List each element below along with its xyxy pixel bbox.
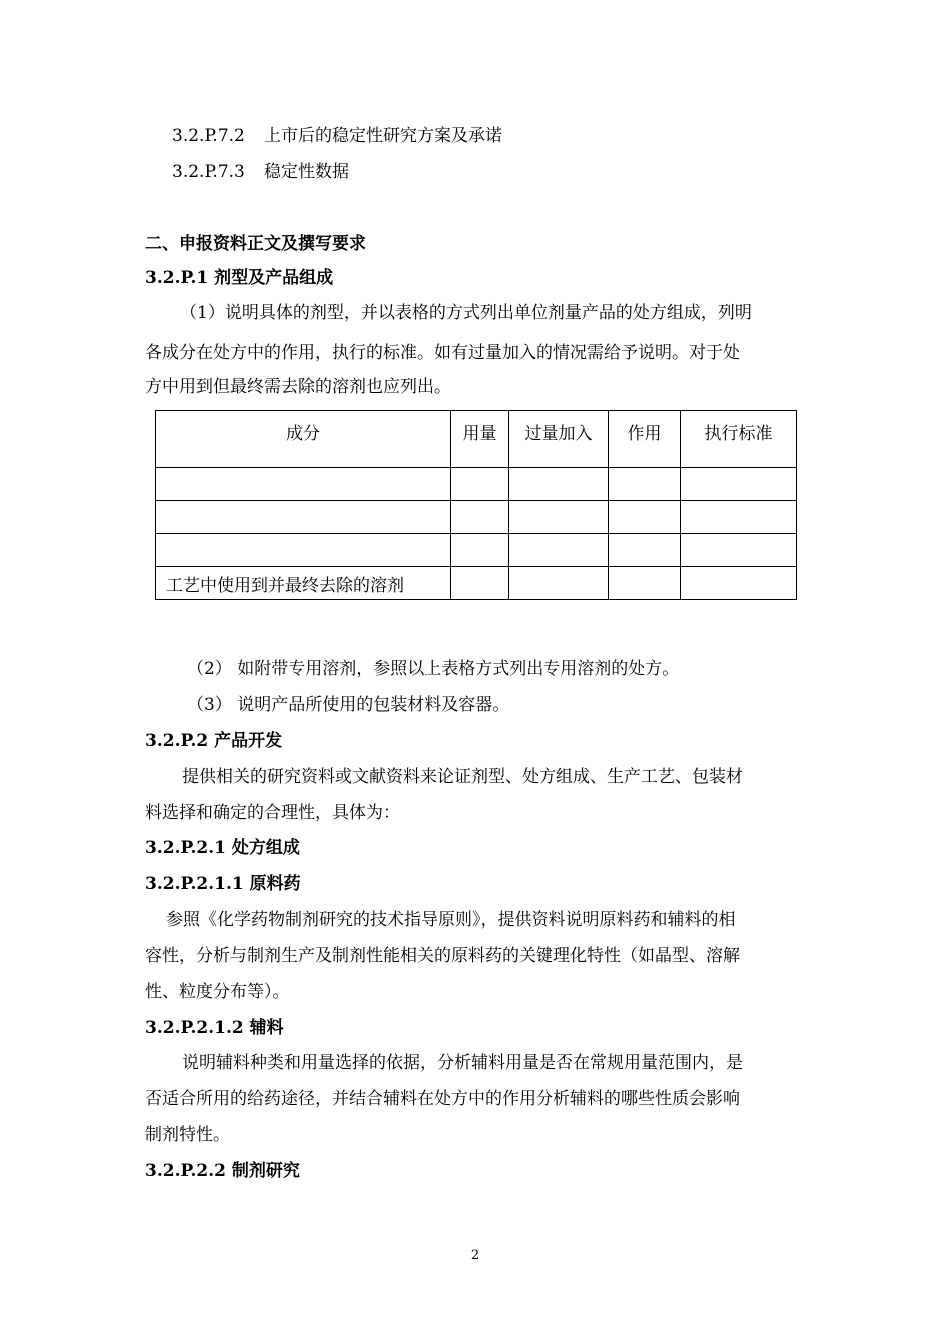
table-cell-solvent-label: 工艺中使用到并最终去除的溶剂 — [156, 567, 451, 600]
table-row — [156, 567, 797, 600]
table-header-cell: 作用 — [609, 411, 681, 468]
table-cell — [681, 468, 797, 501]
table-row — [156, 468, 797, 501]
paragraph-line: 制剂特性。 — [145, 1125, 230, 1145]
table-row — [156, 534, 797, 567]
table-cell — [156, 534, 451, 567]
paragraph-line: 说明辅料种类和用量选择的依据，分析辅料用量是否在常规用量范围内，是 — [182, 1053, 743, 1073]
paragraph-line: 料选择和确定的合理性，具体为： — [145, 803, 400, 823]
table-cell — [156, 468, 451, 501]
section-title: 二、申报资料正文及撰写要求 — [145, 234, 366, 254]
heading-p1: 3.2.P.1 剂型及产品组成 — [145, 268, 334, 288]
table-cell — [609, 501, 681, 534]
page-number: 2 — [470, 1248, 480, 1263]
paragraph-line: 性、粒度分布等）。 — [145, 982, 290, 1002]
table-cell — [609, 567, 681, 600]
table-header-row — [156, 411, 797, 468]
composition-table — [155, 410, 797, 600]
paragraph-line: 否适合所用的给药途径，并结合辅料在处方中的作用分析辅料的哪些性质会影响 — [145, 1089, 740, 1109]
table-cell — [451, 501, 509, 534]
heading-p21: 3.2.P.2.1 处方组成 — [145, 838, 300, 858]
table-row — [156, 501, 797, 534]
table-cell — [609, 468, 681, 501]
paragraph-line: 提供相关的研究资料或文献资料来论证剂型、处方组成、生产工艺、包装材 — [182, 767, 743, 787]
heading-p2: 3.2.P.2 产品开发 — [145, 731, 283, 751]
table-cell — [681, 501, 797, 534]
heading-p22: 3.2.P.2.2 制剂研究 — [145, 1161, 300, 1181]
heading-p212: 3.2.P.2.1.2 辅料 — [145, 1018, 284, 1038]
toc-text: 上市后的稳定性研究方案及承诺 — [264, 126, 502, 146]
toc-number: 3.2.P.7.2 — [172, 126, 245, 146]
table-header-cell: 成分 — [156, 411, 451, 468]
paragraph-line: 各成分在处方中的作用，执行的标准。如有过量加入的情况需给予说明。对于处 — [145, 343, 740, 363]
table-cell — [156, 501, 451, 534]
table-cell — [509, 534, 609, 567]
table-cell — [509, 501, 609, 534]
heading-p211: 3.2.P.2.1.1 原料药 — [145, 874, 301, 894]
toc-line-p72 — [172, 125, 502, 147]
list-item-3: （3） 说明产品所使用的包装材料及容器。 — [187, 695, 510, 715]
table-cell — [681, 534, 797, 567]
table-cell — [509, 468, 609, 501]
table-cell — [451, 534, 509, 567]
toc-number: 3.2.P.7.3 — [172, 162, 245, 182]
table-cell — [451, 567, 509, 600]
toc-text: 稳定性数据 — [264, 162, 349, 182]
list-item-2: （2） 如附带专用溶剂，参照以上表格方式列出专用溶剂的处方。 — [187, 659, 680, 679]
paragraph-line: 参照《化学药物制剂研究的技术指导原则》，提供资料说明原料药和辅料的相 — [166, 910, 736, 930]
toc-line-p73 — [172, 161, 349, 183]
table-cell — [451, 468, 509, 501]
table-header-cell: 用量 — [451, 411, 509, 468]
table-cell — [609, 534, 681, 567]
paragraph-line: 方中用到但最终需去除的溶剂也应列出。 — [145, 377, 451, 397]
table-header-cell: 过量加入 — [509, 411, 609, 468]
table-cell — [509, 567, 609, 600]
table-cell — [681, 567, 797, 600]
paragraph-line: （1）说明具体的剂型，并以表格的方式列出单位剂量产品的处方组成，列明 — [180, 303, 752, 323]
table-header-cell: 执行标准 — [681, 411, 797, 468]
paragraph-line: 容性，分析与制剂生产及制剂性能相关的原料药的关键理化特性（如晶型、溶解 — [145, 946, 740, 966]
